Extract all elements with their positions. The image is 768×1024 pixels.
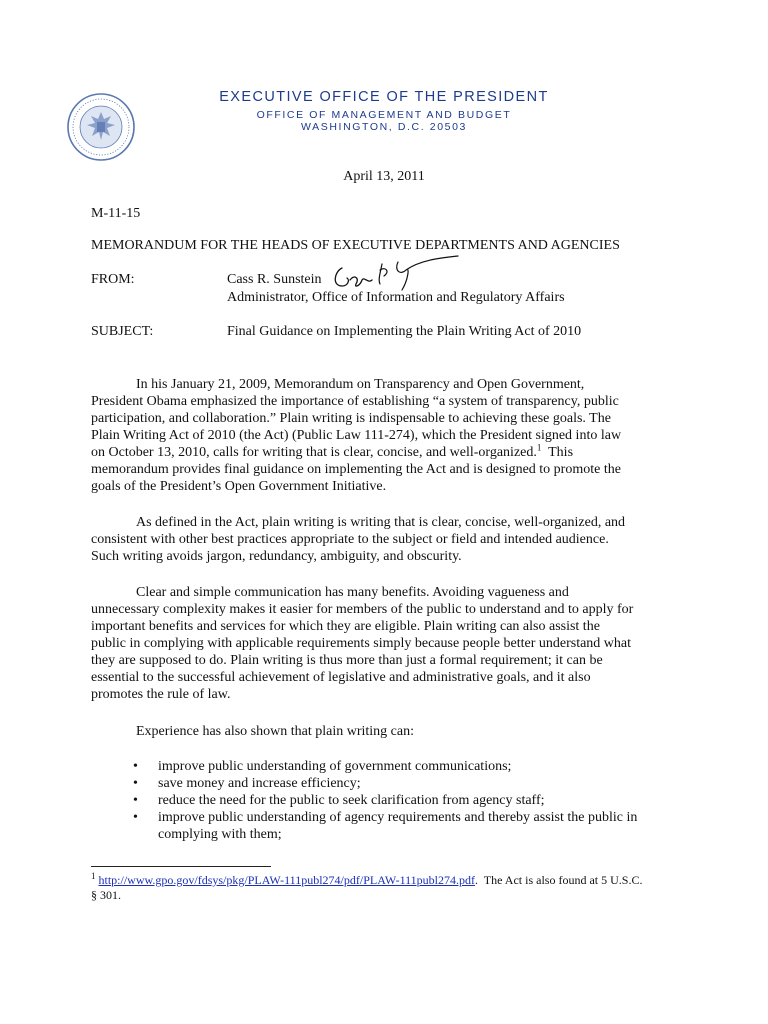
list-item-text: improve public understanding of agency requirements and thereby assist the public in — [158, 810, 638, 825]
bullet-icon: • — [133, 759, 138, 774]
paragraph-line-text: on October 13, 2010, calls for writing that is clear, concise, and well-organized. — [91, 445, 537, 460]
footnote-number: 1 — [91, 871, 96, 881]
memo-addressee: MEMORANDUM FOR THE HEADS OF EXECUTIVE DEPARTMENTS AND AGENCIES — [91, 238, 620, 253]
list-item-text: reduce the need for the public to seek clarification from agency staff; — [158, 793, 545, 808]
list-item — [91, 775, 691, 792]
subject-label: SUBJECT: — [91, 324, 154, 339]
footnote-reference[interactable]: 1 — [536, 442, 542, 453]
paragraph-line: Such writing avoids jargon, redundancy, ambiguity, and obscurity. — [91, 549, 462, 564]
letterhead-sub-office — [0, 109, 768, 121]
letterhead-title — [0, 89, 768, 105]
paragraph-line: consistent with other best practices appropriate to the subject or field and intended audience. — [91, 532, 609, 547]
paragraph-line: unnecessary complexity makes it easier for members of the public to understand and to apply for — [91, 602, 634, 617]
paragraph-line: Plain Writing Act of 2010 (the Act) (Public Law 111-274), which the President signed into law — [91, 428, 622, 443]
bullet-icon: • — [133, 793, 138, 808]
list-item-text: save money and increase efficiency; — [158, 776, 361, 791]
footnote-text: . The Act is also found at 5 U.S.C. — [475, 873, 643, 887]
paragraph-line: President Obama emphasized the importance of establishing “a system of transparency, public — [91, 394, 619, 409]
list-item — [91, 758, 691, 775]
paragraph-line: Experience has also shown that plain writing can: — [136, 724, 414, 739]
paragraph-line: they are supposed to do. Plain writing is thus more than just a formal requirement; it can be — [91, 653, 603, 668]
letterhead-sub-office-text: OFFICE OF MANAGEMENT AND BUDGET — [256, 109, 512, 121]
from-title: Administrator, Office of Information and Regulatory Affairs — [227, 290, 565, 305]
letterhead-address — [0, 121, 768, 133]
footnote-text-line2: § 301. — [91, 888, 121, 902]
memo-number: M-11-15 — [91, 206, 141, 221]
paragraph-line — [91, 444, 681, 461]
paragraph-line-text: This — [541, 445, 574, 460]
memo-date-text: April 13, 2011 — [343, 169, 425, 184]
memo-date — [0, 168, 768, 185]
letterhead-office: EXECUTIVE OFFICE OF THE PRESIDENT — [219, 89, 549, 105]
paragraph-line: In his January 21, 2009, Memorandum on Transparency and Open Government, — [136, 377, 585, 392]
bullet-icon: • — [133, 810, 138, 825]
list-item — [91, 809, 691, 843]
footnote-divider — [91, 866, 271, 867]
bullet-icon: • — [133, 776, 138, 791]
paragraph-3 — [91, 584, 681, 703]
paragraph-line: goals of the President’s Open Government Initiative. — [91, 479, 387, 494]
paragraph-line: promotes the rule of law. — [91, 687, 231, 702]
paragraph-1 — [91, 376, 681, 495]
list-item — [91, 792, 691, 809]
paragraph-2 — [91, 514, 681, 565]
footnote — [91, 873, 691, 903]
paragraph-4 — [91, 723, 681, 740]
list-item-text: improve public understanding of government communications; — [158, 759, 512, 774]
benefits-list — [91, 758, 691, 843]
subject-text: Final Guidance on Implementing the Plain Writing Act of 2010 — [227, 324, 582, 339]
paragraph-line: important benefits and services for which they are eligible. Plain writing can also assist the — [91, 619, 600, 634]
paragraph-line: participation, and collaboration.” Plain writing is indispensable to achieving these goals. The — [91, 411, 611, 426]
list-item-text: complying with them; — [158, 827, 282, 842]
paragraph-line: essential to the successful achievement of legislative and administrative goals, and it also — [91, 670, 591, 685]
signature-icon — [330, 250, 460, 295]
paragraph-line: memorandum provides final guidance on implementing the Act and is designed to promote the — [91, 462, 621, 477]
paragraph-line: Clear and simple communication has many benefits. Avoiding vagueness and — [136, 585, 569, 600]
from-name: Cass R. Sunstein — [227, 272, 322, 287]
paragraph-line: public in complying with applicable requirements simply because people better understand what — [91, 636, 632, 651]
from-label: FROM: — [91, 272, 135, 287]
letterhead-address-text: WASHINGTON, D.C. 20503 — [301, 121, 467, 133]
footnote-link[interactable]: http://www.gpo.gov/fdsys/pkg/PLAW-111publ274/pdf/PLAW-111publ274.pdf — [98, 873, 476, 887]
paragraph-line: As defined in the Act, plain writing is writing that is clear, concise, well-organized, and — [136, 515, 626, 530]
